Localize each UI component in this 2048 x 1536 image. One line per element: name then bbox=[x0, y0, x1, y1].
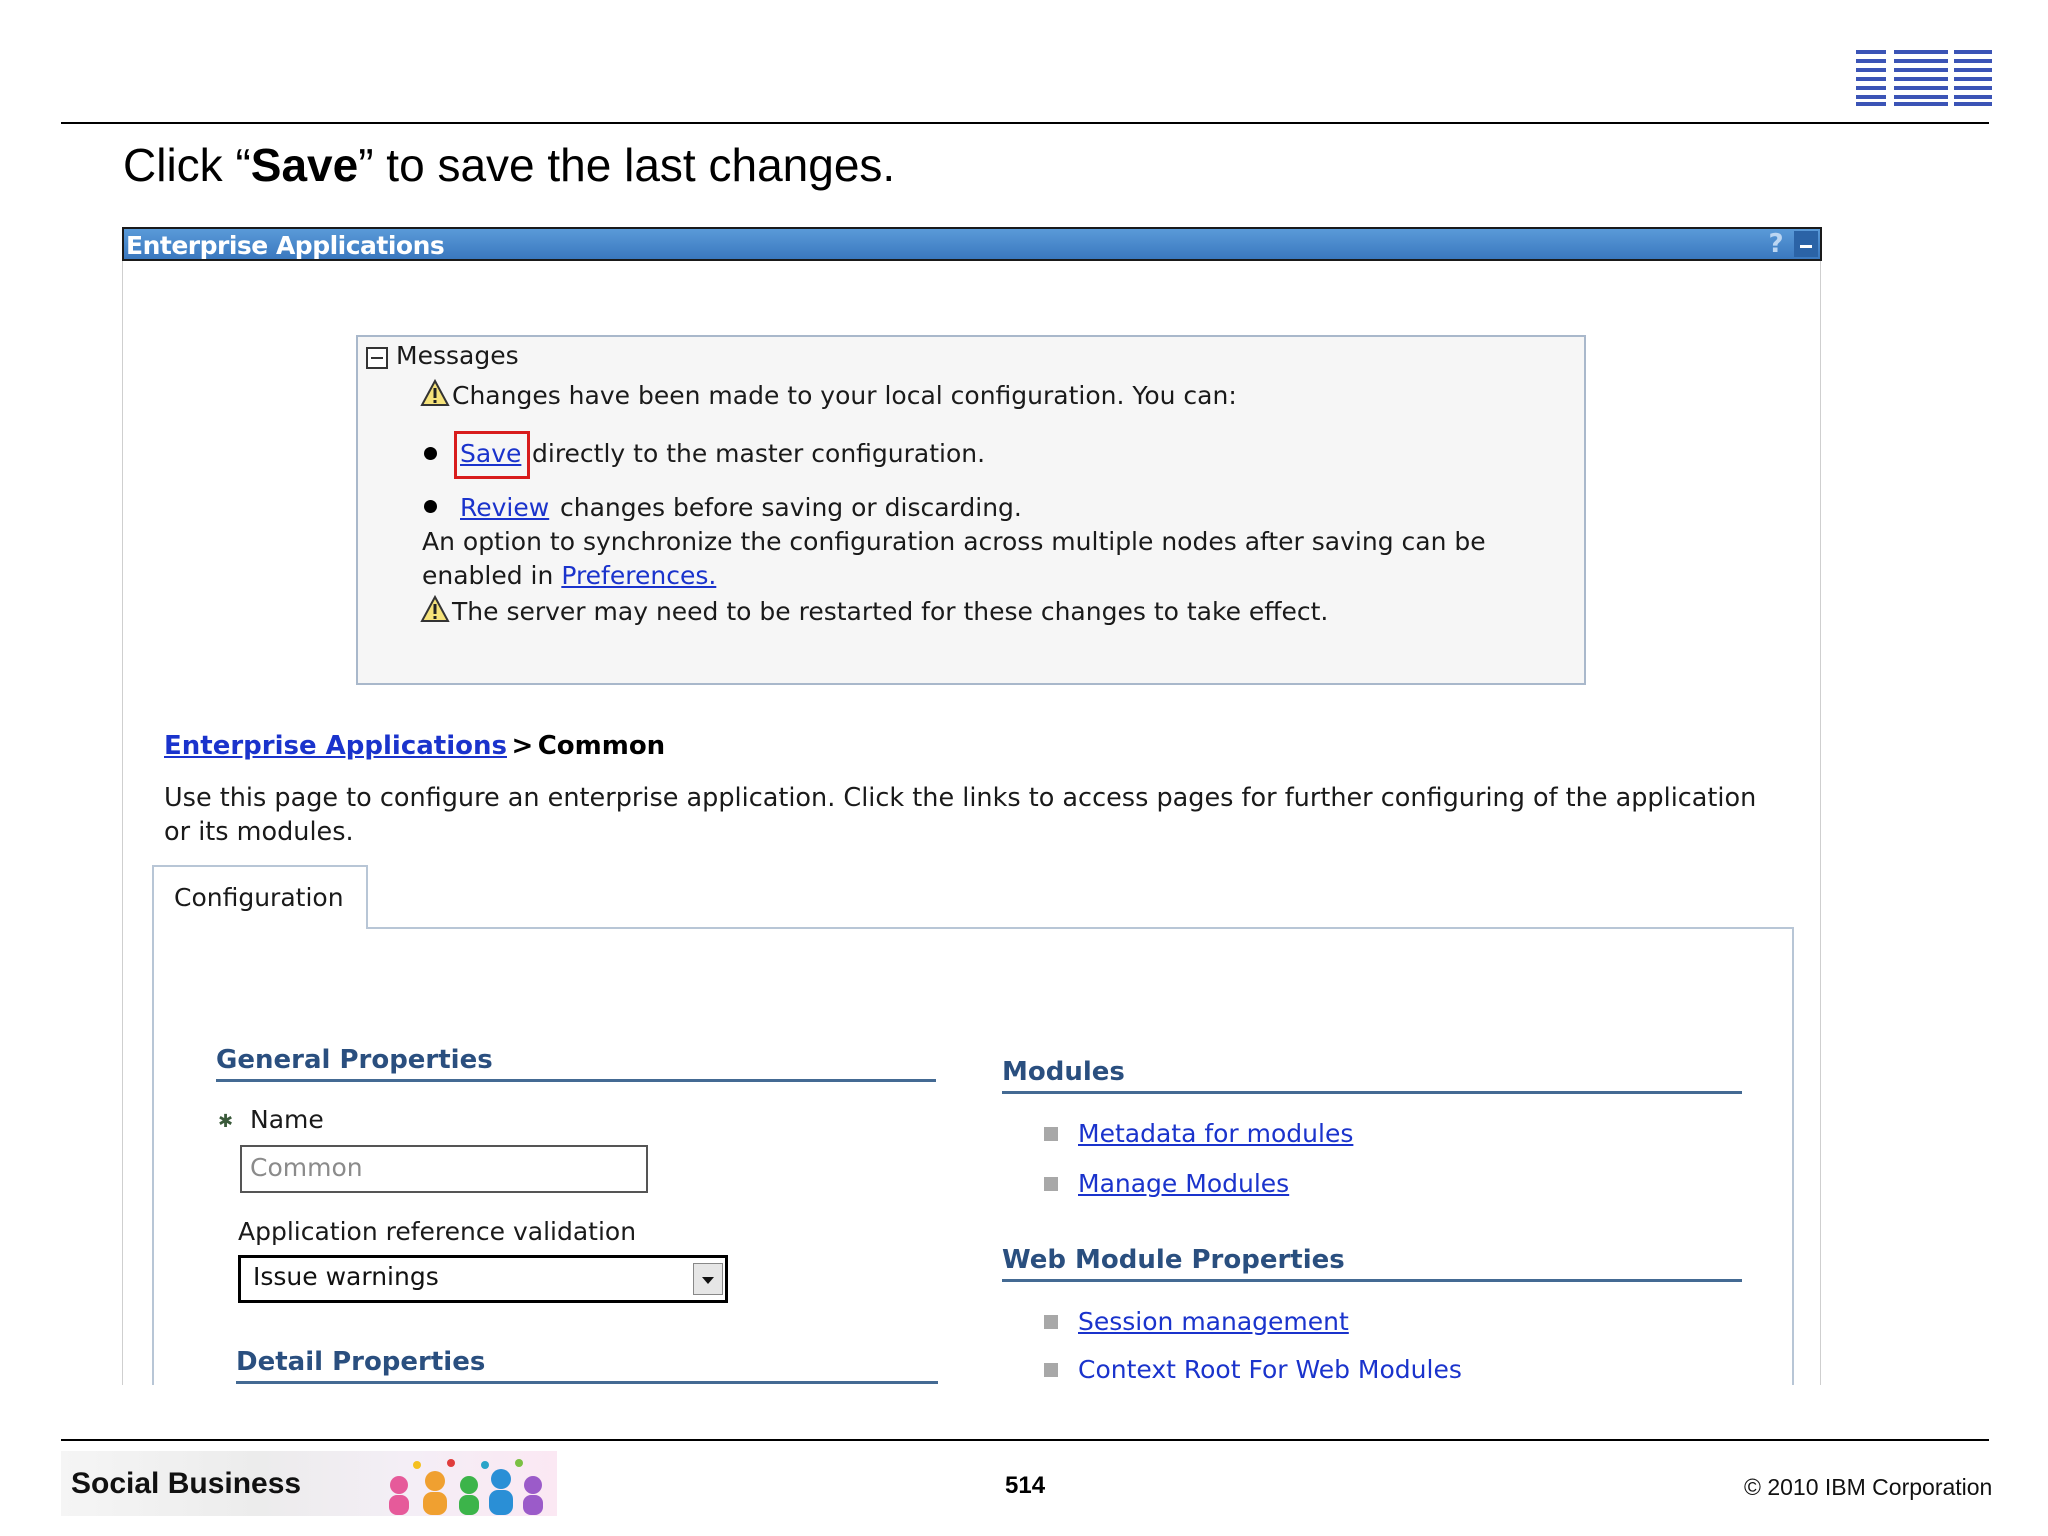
slide-title bbox=[123, 133, 895, 197]
review-link[interactable]: Review bbox=[460, 493, 550, 522]
tab-configuration-label: Configuration bbox=[174, 883, 344, 912]
required-icon: ✱ bbox=[218, 1111, 234, 1132]
section-rule bbox=[236, 1381, 938, 1384]
metadata-for-modules-link[interactable]: Metadata for modules bbox=[1078, 1119, 1354, 1148]
top-rule bbox=[61, 122, 1989, 124]
page-description-line2: or its modules. bbox=[164, 817, 354, 847]
footer-brand: Social Business bbox=[71, 1467, 302, 1500]
context-root-link[interactable]: Context Root For Web Modules bbox=[1078, 1355, 1462, 1384]
session-management-link[interactable]: Session management bbox=[1078, 1307, 1349, 1336]
page-number: 514 bbox=[1005, 1472, 1046, 1499]
sync-option-text: An option to synchronize the configuration across multiple nodes after saving can be bbox=[422, 527, 1486, 556]
validation-select[interactable] bbox=[238, 1255, 728, 1303]
warning-icon bbox=[420, 379, 450, 407]
window-right-border bbox=[1820, 261, 1821, 1385]
web-module-properties-title: Web Module Properties bbox=[1002, 1245, 1345, 1275]
minimize-icon bbox=[1800, 245, 1812, 248]
collapse-icon[interactable] bbox=[366, 347, 388, 369]
page-description-line1: Use this page to configure an enterprise application. Click the links to access pages for further configuring of the application bbox=[164, 783, 1757, 813]
warning-message-restart: The server may need to be restarted for these changes to take effect. bbox=[452, 597, 1329, 626]
list-bullet-icon bbox=[1044, 1177, 1058, 1191]
window-titlebar bbox=[122, 227, 1822, 261]
breadcrumb bbox=[164, 731, 665, 761]
window-title: Enterprise Applications bbox=[126, 231, 445, 260]
review-link-suffix: changes before saving or discarding. bbox=[560, 493, 1022, 522]
warning-message-changes: Changes have been made to your local configuration. You can: bbox=[452, 381, 1237, 410]
breadcrumb-link-enterprise-applications[interactable]: Enterprise Applications bbox=[164, 731, 507, 761]
general-properties-title: General Properties bbox=[216, 1045, 493, 1075]
bullet-icon bbox=[424, 500, 437, 513]
tab-configuration[interactable] bbox=[152, 865, 368, 929]
save-highlight-box bbox=[454, 431, 530, 479]
warning-icon bbox=[420, 595, 450, 623]
list-bullet-icon bbox=[1044, 1127, 1058, 1141]
people-illustration-icon bbox=[377, 1455, 557, 1515]
sync-prefix: enabled in bbox=[422, 561, 554, 590]
sync-option-text-2 bbox=[422, 561, 716, 590]
minimize-button[interactable] bbox=[1794, 231, 1818, 257]
name-label: Name bbox=[250, 1105, 324, 1134]
chevron-down-icon[interactable] bbox=[693, 1263, 723, 1295]
copyright: © 2010 IBM Corporation bbox=[1744, 1474, 1993, 1500]
admin-console-screenshot bbox=[122, 227, 1822, 1385]
help-button[interactable]: ? bbox=[1768, 229, 1784, 259]
ibm-logo bbox=[1856, 50, 1992, 106]
breadcrumb-separator: > bbox=[511, 731, 534, 761]
tab-panel-border bbox=[1792, 927, 1794, 1385]
ibm-logo-text bbox=[1924, 99, 1925, 100]
messages-box bbox=[356, 335, 1586, 685]
bullet-icon bbox=[424, 447, 437, 460]
preferences-link[interactable]: Preferences. bbox=[561, 561, 717, 590]
list-bullet-icon bbox=[1044, 1363, 1058, 1377]
list-bullet-icon bbox=[1044, 1315, 1058, 1329]
name-input[interactable]: Common bbox=[240, 1145, 648, 1193]
title-prefix: Click “ bbox=[123, 139, 251, 191]
title-suffix: ” to save the last changes. bbox=[358, 139, 896, 191]
window-left-border bbox=[122, 261, 123, 1385]
modules-title: Modules bbox=[1002, 1057, 1125, 1087]
bottom-rule bbox=[61, 1439, 1989, 1441]
breadcrumb-current: Common bbox=[537, 731, 666, 761]
validation-select-value: Issue warnings bbox=[253, 1262, 439, 1291]
title-bold: Save bbox=[250, 139, 359, 191]
detail-properties-title: Detail Properties bbox=[236, 1347, 486, 1377]
tab-panel-border bbox=[366, 927, 1794, 929]
section-rule bbox=[1002, 1279, 1742, 1282]
validation-label: Application reference validation bbox=[238, 1217, 637, 1246]
save-link-suffix: directly to the master configuration. bbox=[532, 439, 986, 468]
social-business-banner bbox=[61, 1451, 557, 1516]
section-rule bbox=[1002, 1091, 1742, 1094]
manage-modules-link[interactable]: Manage Modules bbox=[1078, 1169, 1290, 1198]
save-link[interactable]: Save bbox=[460, 439, 522, 468]
section-rule bbox=[216, 1079, 936, 1082]
tab-panel-border bbox=[152, 929, 154, 1385]
messages-header: Messages bbox=[396, 341, 519, 370]
